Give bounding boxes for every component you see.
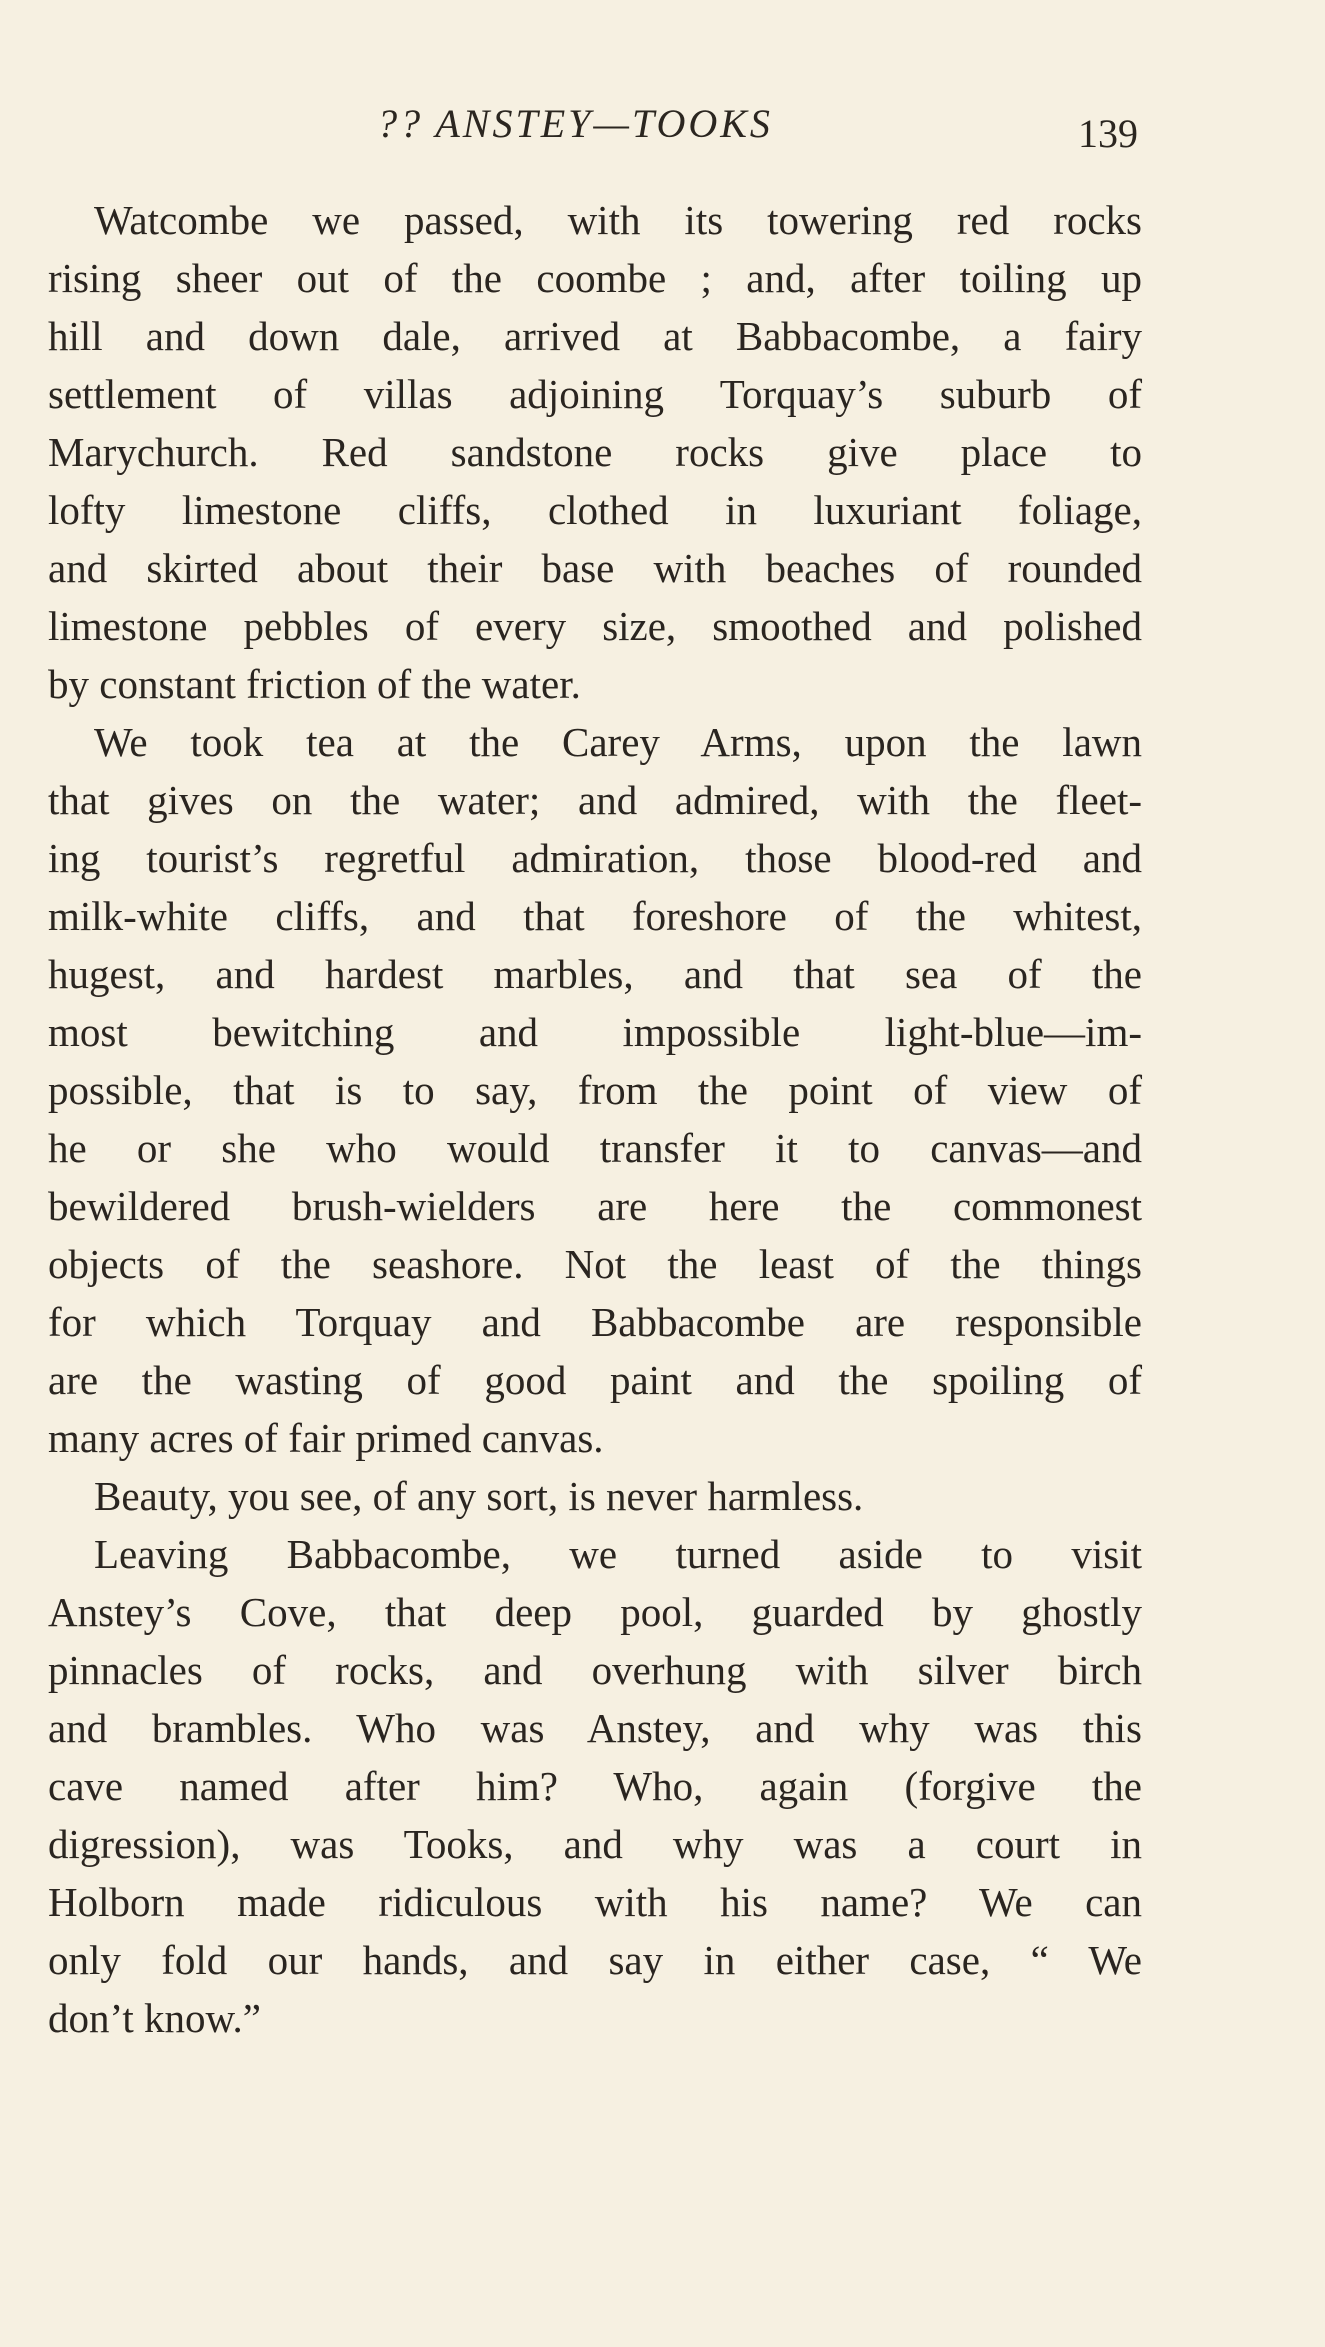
text-line: he or she who would transfer it to canvas—and [48, 1125, 1142, 1171]
text-line: ing tourist’s regretful admiration, those blood-red and [48, 835, 1142, 881]
page-number: 139 [1078, 111, 1138, 156]
text-line: most bewitching and impossible light-blue—im- [48, 1009, 1142, 1055]
text-line: rising sheer out of the coombe ; and, after toiling up [48, 255, 1142, 301]
text-line: don’t know.” [48, 1995, 261, 2041]
text-line: bewildered brush-wielders are here the commonest [48, 1183, 1142, 1229]
text-line: only fold our hands, and say in either case, “ We [48, 1937, 1142, 1983]
text-line: by constant friction of the water. [48, 661, 581, 707]
text-line: Beauty, you see, of any sort, is never harmless. [94, 1473, 864, 1519]
text-line: and skirted about their base with beaches of rounded [48, 545, 1142, 591]
text-line: cave named after him? Who, again (forgive the [48, 1763, 1142, 1809]
text-line: Leaving Babbacombe, we turned aside to visit [94, 1531, 1142, 1577]
running-head [0, 98, 1325, 158]
body-text [48, 191, 1142, 2047]
text-line: We took tea at the Carey Arms, upon the lawn [94, 719, 1142, 765]
text-line: many acres of fair primed canvas. [48, 1415, 604, 1461]
text-line: milk-white cliffs, and that foreshore of the whitest, [48, 893, 1142, 939]
text-line: hill and down dale, arrived at Babbacombe, a fairy [48, 313, 1142, 359]
text-line: and brambles. Who was Anstey, and why was this [48, 1705, 1142, 1751]
text-line: objects of the seashore. Not the least of the things [48, 1241, 1142, 1287]
text-line: pinnacles of rocks, and overhung with silver birch [48, 1647, 1142, 1693]
text-line: settlement of villas adjoining Torquay’s suburb of [48, 371, 1142, 417]
text-line: Holborn made ridiculous with his name? We can [48, 1879, 1142, 1925]
text-line: lofty limestone cliffs, clothed in luxuriant foliage, [48, 487, 1142, 533]
text-line: that gives on the water; and admired, with the fleet- [48, 777, 1142, 823]
text-line: Marychurch. Red sandstone rocks give place to [48, 429, 1142, 475]
text-line: limestone pebbles of every size, smoothed and polished [48, 603, 1142, 649]
text-line: are the wasting of good paint and the spoiling of [48, 1357, 1142, 1403]
text-line: hugest, and hardest marbles, and that sea of the [48, 951, 1142, 997]
running-title: ?? ANSTEY—TOOKS [377, 101, 773, 146]
text-line: Watcombe we passed, with its towering red rocks [94, 197, 1142, 243]
text-line: for which Torquay and Babbacombe are responsible [48, 1299, 1142, 1345]
text-line: digression), was Tooks, and why was a court in [48, 1821, 1142, 1867]
text-line: possible, that is to say, from the point of view of [48, 1067, 1142, 1113]
text-line: Anstey’s Cove, that deep pool, guarded by ghostly [48, 1589, 1142, 1635]
